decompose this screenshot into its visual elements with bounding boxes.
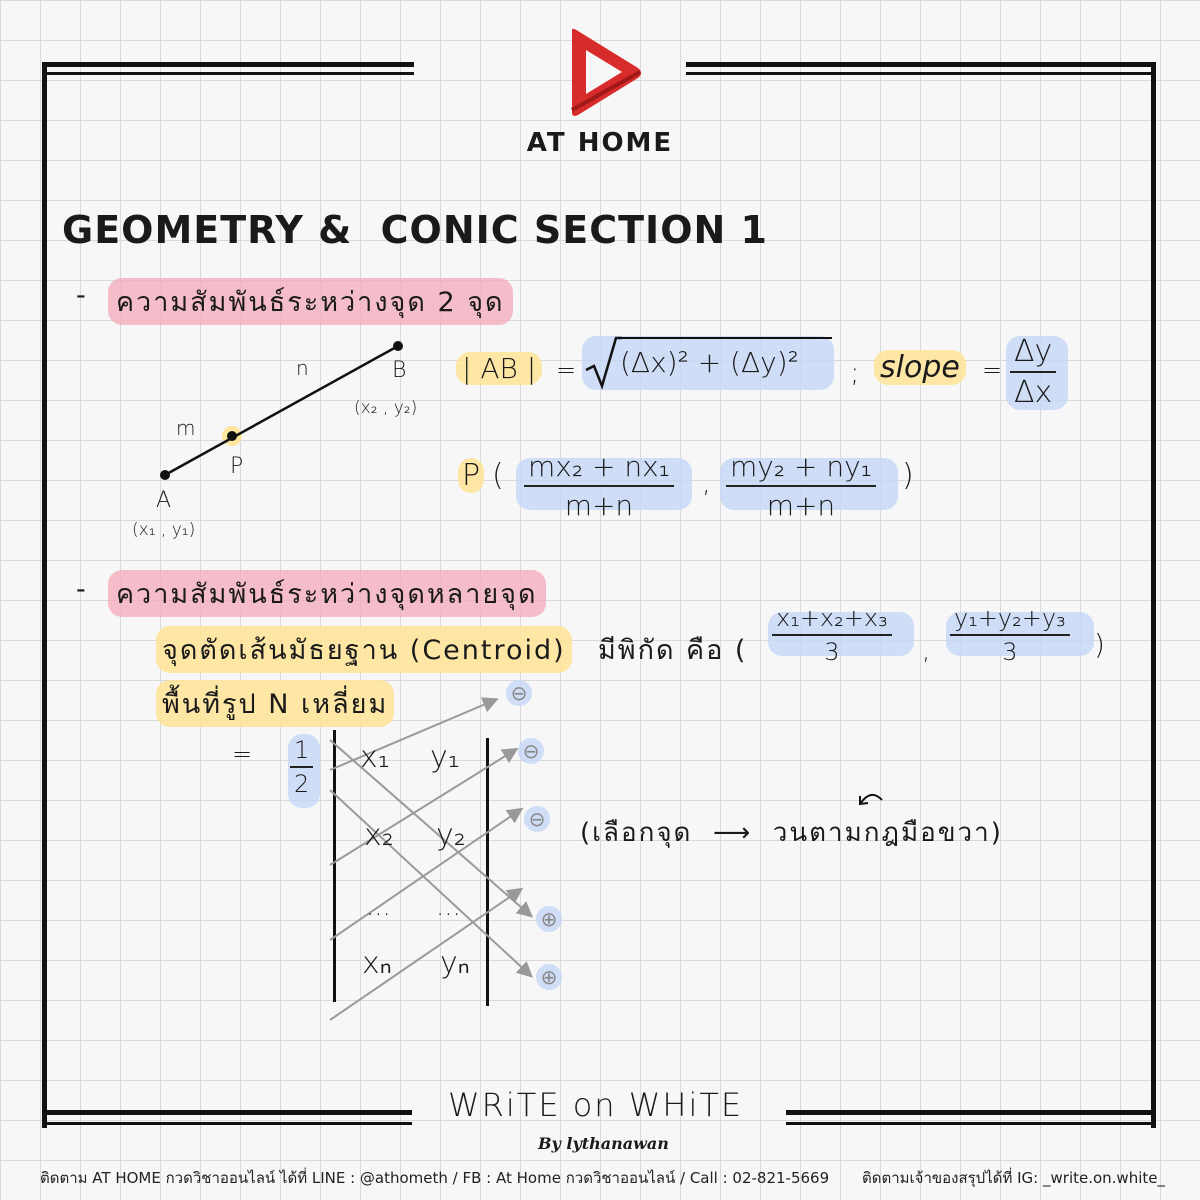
- signature-title: WRiTE on WHiTE: [448, 1086, 744, 1124]
- half-numerator: 1: [294, 736, 310, 764]
- sign-4: ⊕: [536, 906, 562, 932]
- matrix-x-dots: ...: [366, 892, 391, 922]
- sign-5: ⊕: [536, 964, 562, 990]
- matrix-y-dots: ...: [436, 892, 461, 922]
- matrix-xn: xₙ: [362, 946, 392, 981]
- point-p: [227, 431, 237, 441]
- frame-bottom-left-line-2: [42, 1122, 412, 1125]
- frame-bottom-left-line: [42, 1110, 412, 1115]
- p-label: P: [458, 458, 484, 493]
- footer-left: ติดตาม AT HOME กวดวิชาออนไลน์ ได้ที่ LINE : @athometh / FB : At Home กวดวิชาออนไลน์ / Call : 02-821-5669: [40, 1169, 830, 1187]
- distance-lhs: | AB |: [456, 352, 542, 385]
- slope-equals: =: [982, 356, 1003, 384]
- rotate-arrow-icon: [856, 786, 886, 810]
- centroid-x-numerator: x₁+x₂+x₃: [776, 604, 888, 632]
- frame-top-left-line: [42, 62, 414, 67]
- centroid-x-denominator: 3: [824, 638, 840, 666]
- centroid-label: จุดตัดเส้นมัธยฐาน (Centroid): [156, 626, 572, 673]
- centroid-comma: ,: [922, 636, 931, 666]
- frame-top-right-line: [686, 62, 1156, 67]
- matrix-yn: yₙ: [440, 946, 470, 981]
- slope-bar: [1010, 371, 1056, 373]
- frame-bottom-right-line: [786, 1110, 1156, 1115]
- label-m: m: [176, 416, 196, 440]
- area-equals: =: [232, 740, 253, 768]
- centroid-y-bar: [950, 634, 1070, 636]
- slope-label: slope: [874, 350, 966, 385]
- centroid-x-bar: [772, 634, 892, 636]
- semicolon: ;: [850, 356, 860, 389]
- play-icon: [520, 22, 680, 122]
- sign-2: ⊖: [518, 738, 544, 764]
- page-title: GEOMETRY & CONIC SECTION 1: [62, 208, 768, 252]
- direction-note: (เลือกจุด ⟶ วนตามกฎมือขวา): [580, 818, 1003, 848]
- p-close-paren: ): [902, 458, 914, 493]
- matrix-x1: x₁: [360, 740, 390, 775]
- point-a: [160, 470, 170, 480]
- matrix-y1: y₁: [430, 740, 460, 775]
- footer-right: ติดตามเจ้าของสรุปได้ที่ IG: _write.on.white_: [862, 1169, 1165, 1187]
- sign-1: ⊖: [506, 680, 532, 706]
- coord-a: (x₁ , y₁): [132, 520, 196, 540]
- area-label: พื้นที่รูป N เหลี่ยม: [156, 680, 394, 727]
- label-a: A: [156, 488, 172, 513]
- logo: [520, 22, 680, 162]
- signature-by: By lythanawan: [538, 1134, 669, 1153]
- label-p: P: [230, 454, 244, 479]
- label-n: n: [296, 356, 309, 380]
- half-denominator: 2: [294, 770, 310, 798]
- coord-b: (x₂ , y₂): [354, 398, 418, 418]
- p-y-numerator: my₂ + ny₁: [730, 450, 872, 483]
- frame-left-line: [42, 62, 47, 1128]
- p-y-bar: [726, 485, 876, 487]
- section1-heading: ความสัมพันธ์ระหว่างจุด 2 จุด: [108, 278, 513, 325]
- matrix-x2: x₂: [364, 818, 394, 853]
- p-x-denominator: m+n: [564, 489, 634, 522]
- slope-fraction: [1010, 334, 1056, 410]
- p-open-paren: (: [492, 458, 504, 493]
- centroid-close-paren: ): [1094, 628, 1105, 661]
- logo-text: AT HOME: [526, 128, 674, 158]
- matrix-y2: y₂: [436, 818, 466, 853]
- sign-3: ⊖: [524, 806, 550, 832]
- centroid-y-denominator: 3: [1002, 638, 1018, 666]
- p-x-numerator: mx₂ + nx₁: [528, 450, 670, 483]
- frame-right-line: [1151, 62, 1156, 1128]
- sqrt-overline: [620, 337, 832, 339]
- distance-rhs: (Δx)² + (Δy)²: [620, 346, 799, 379]
- slope-numerator: Δy: [1014, 334, 1053, 369]
- section2-bullet: -: [76, 574, 88, 605]
- frame-top-left-line-2: [42, 72, 414, 75]
- p-x-bar: [524, 485, 674, 487]
- centroid-y-fraction: [950, 604, 1070, 666]
- section1-bullet: -: [76, 280, 88, 311]
- centroid-y-numerator: y₁+y₂+y₃: [954, 604, 1066, 632]
- centroid-text: มีพิกัด คือ (: [598, 635, 748, 666]
- centroid-x-fraction: [772, 604, 892, 666]
- frame-top-right-line-2: [686, 72, 1156, 75]
- section2-heading: ความสัมพันธ์ระหว่างจุดหลายจุด: [108, 570, 546, 617]
- sqrt-icon: [582, 334, 622, 394]
- p-y-denominator: m+n: [766, 489, 836, 522]
- p-comma: ,: [702, 466, 711, 499]
- distance-equals: =: [556, 356, 577, 384]
- label-b: B: [392, 358, 407, 383]
- p-y-fraction: [726, 450, 876, 522]
- frame-bottom-right-line-2: [786, 1122, 1156, 1125]
- p-x-fraction: [524, 450, 674, 522]
- slope-denominator: Δx: [1014, 375, 1053, 410]
- point-b: [393, 341, 403, 351]
